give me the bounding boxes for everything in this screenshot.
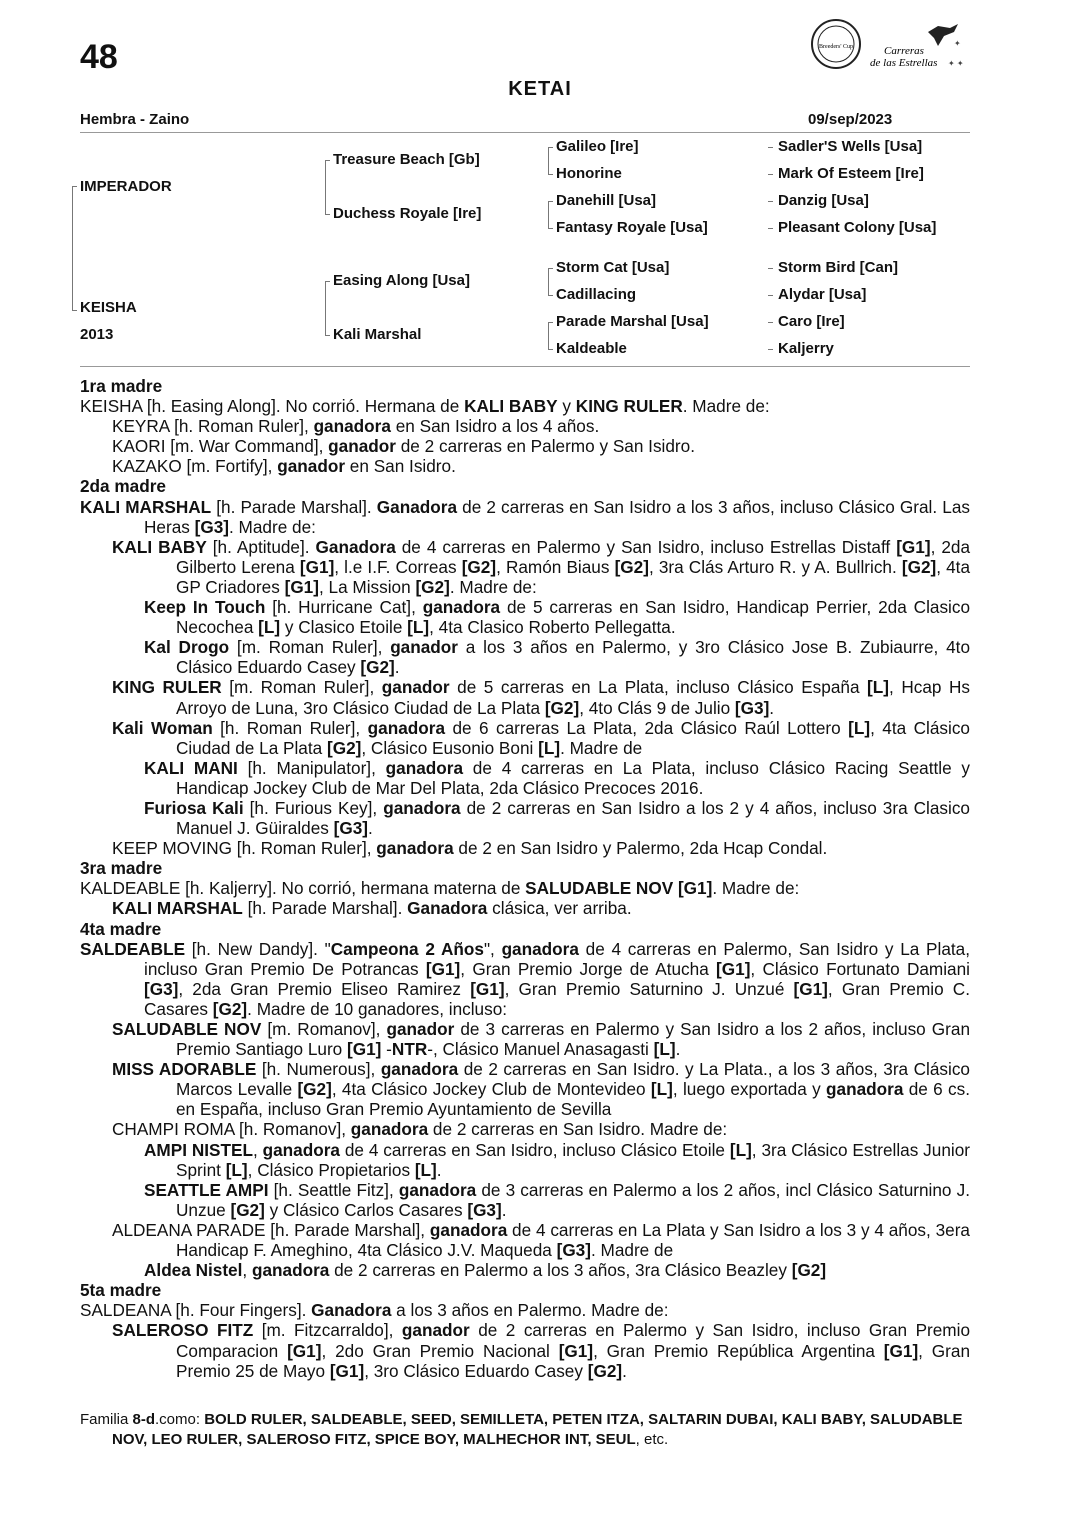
ped-gen2-2: Duchess Royale [Ire] xyxy=(333,205,482,222)
breeders-cup-seal xyxy=(812,20,860,68)
ped-gen4-1: Sadler'S Wells [Usa] xyxy=(778,138,923,155)
ped-gen2-4: Kali Marshal xyxy=(333,326,422,343)
paragraph: KAZAKO [m. Fortify], ganador en San Isidro. xyxy=(112,456,456,477)
paragraph: AMPI NISTEL, ganadora de 4 carreras en San Isidro, incluso Clásico Etoile [L], 3ra Clásico Estrellas Junior Sprint [L], Clásico Propietarios [L]. xyxy=(144,1139,970,1180)
family-footnote: Familia 8-d.como: BOLD RULER, SALDEABLE, SEED, SEMILLETA, PETEN ITZA, SALTARIN DUBAI, KALI BABY, SALUDABLE NOV, LEO RULER, SALEROSO FITZ, SPICE BOY, MALHECHOR INT, SEUL, etc. xyxy=(80,1411,963,1448)
horse-name: KETAI xyxy=(508,78,572,100)
paragraph: Keep In Touch [h. Hurricane Cat], ganadora de 5 carreras en San Isidro, Handicap Perrier, 2da Clasico Necochea [L] y Clasico Etoile [L], 4ta Clasico Roberto Pellegatta. xyxy=(144,597,971,638)
sex-color: Hembra - Zaino xyxy=(80,111,190,128)
paragraph: KEEP MOVING [h. Roman Ruler], ganadora de 2 en San Isidro y Palermo, 2da Hcap Condal. xyxy=(112,838,828,859)
header-rule xyxy=(80,132,970,133)
paragraph: SEATTLE AMPI [h. Seattle Fitz], ganadora de 3 carreras en Palermo a los 2 años, incl Clásico Saturnino J. Unzue [G2] y Clásico Carlos Casares [G3]. xyxy=(144,1179,970,1220)
paragraph: KALI MANI [h. Manipulator], ganadora de 4 carreras en La Plata, incluso Clásico Racing Seattle y Handicap Jockey Club de Mar Del Plata, 2da Clásico Precoces 2016. xyxy=(144,757,971,798)
svg-text:✦ ✦: ✦ ✦ xyxy=(948,59,964,68)
ped-gen4-7: Caro [Ire] xyxy=(778,313,845,330)
ped-gen3-6: Cadillacing xyxy=(556,286,637,303)
ped-gen2-1: Treasure Beach [Gb] xyxy=(333,151,480,168)
ped-gen4-2: Mark Of Esteem [Ire] xyxy=(778,165,924,182)
section-heading: 3ra madre xyxy=(80,858,163,879)
paragraph: Furiosa Kali [h. Furious Key], ganadora de 2 carreras en San Isidro a los 2 y 4 años, incluso 3ra Clasico Manuel J. Güiraldes [G3]. xyxy=(144,797,970,839)
family-body xyxy=(80,376,970,1381)
section-heading: 1ra madre xyxy=(80,376,163,396)
section-heading: 2da madre xyxy=(80,476,166,497)
ped-gen4-4: Pleasant Colony [Usa] xyxy=(778,219,937,236)
ped-gen4-3: Danzig [Usa] xyxy=(778,192,869,209)
estrellas-text: de las Estrellas xyxy=(870,57,938,69)
ped-gen2-3: Easing Along [Usa] xyxy=(333,272,470,289)
paragraph: MISS ADORABLE [h. Numerous], ganadora de 2 carreras en San Isidro. y La Plata., a los 3 años, 3ra Clásico Marcos Levalle [G2], 4ta Clásico Jockey Club de Montevideo [L], luego exportada y ganadora de 6 cs. en España, incluso Gran Premio Ayuntamiento de Sevilla xyxy=(112,1059,970,1120)
paragraph: KALDEABLE [h. Kaljerry]. No corrió, hermana materna de SALUDABLE NOV [G1]. Madre de: xyxy=(80,878,800,899)
paragraph: SALDEANA [h. Four Fingers]. Ganadora a los 3 años en Palermo. Madre de: xyxy=(80,1300,669,1321)
paragraph: ALDEANA PARADE [h. Parade Marshal], ganadora de 4 carreras en La Plata y San Isidro a los 3 y 4 años, 3era Handicap F. Ameghino, 4ta Clásico J.V. Maqueda [G3]. Madre de xyxy=(112,1219,970,1261)
paragraph: KEISHA [h. Easing Along]. No corrió. Hermana de KALI BABY y KING RULER. Madre de: xyxy=(80,396,770,417)
paragraph: KAORI [m. War Command], ganador de 2 carreras en Palermo y San Isidro. xyxy=(112,436,695,457)
carreras-text: Carreras xyxy=(884,45,924,57)
paragraph: Kal Drogo [m. Roman Ruler], ganador a los 3 años en Palermo, y 3ro Clásico Jose B. Zubiaurre, 4to Clásico Eduardo Casey [G2]. xyxy=(144,637,971,678)
paragraph: KALI BABY [h. Aptitude]. Ganadora de 4 carreras en Palermo y San Isidro, incluso Estrellas Distaff [G1], 2da Gilberto Lerena [G1], l.e I.F. Correas [G2], Ramón Biaus [G2], 3ra Clás Arturo R. y A. Bullrich. [G2], 4ta GP Criadores [G1], La Mission [G2]. Madre de: xyxy=(112,536,971,597)
logos xyxy=(808,18,968,74)
ped-gen3-4: Fantasy Royale [Usa] xyxy=(556,219,708,236)
ped-gen4-6: Alydar [Usa] xyxy=(778,286,867,303)
paragraph: KING RULER [m. Roman Ruler], ganador de 5 carreras en La Plata, incluso Clásico España [L], Hcap Hs Arroyo de Luna, 3ro Clásico Ciudad de La Plata [G2], 4to Clás 9 de Julio [G3]. xyxy=(112,677,970,718)
paragraph: SALEROSO FITZ [m. Fitzcarraldo], ganador de 2 carreras en Palermo y San Isidro, incluso Gran Premio Comparacion [G1], 2do Gran Premio Nacional [G1], Gran Premio República Argentina [G1], Gran Premio 25 de Mayo [G1], 3ro Clásico Eduardo Casey [G2]. xyxy=(112,1320,971,1381)
ped-gen3-5: Storm Cat [Usa] xyxy=(556,259,670,276)
ped-gen3-7: Parade Marshal [Usa] xyxy=(556,313,709,330)
section-heading: 5ta madre xyxy=(80,1280,162,1301)
seal-text: Breeders' Cup xyxy=(819,44,853,50)
paragraph: Kali Woman [h. Roman Ruler], ganadora de 6 carreras La Plata, 2da Clásico Raúl Lottero [L], 4ta Clásico Ciudad de La Plata [G2], Clásico Eusonio Boni [L]. Madre de xyxy=(112,717,970,758)
paragraph: Aldea Nistel, ganadora de 2 carreras en Palermo a los 3 años, 3ra Clásico Beazley [G2] xyxy=(144,1260,827,1281)
ped-gen3-2: Honorine xyxy=(556,165,622,182)
dam-year: 2013 xyxy=(80,326,114,343)
paragraph: KALI MARSHAL [h. Parade Marshal]. Ganadora clásica, ver arriba. xyxy=(112,898,632,919)
carreras-logo xyxy=(870,24,964,69)
section-heading: 4ta madre xyxy=(80,918,162,939)
paragraph: KALI MARSHAL [h. Parade Marshal]. Ganadora de 2 carreras en San Isidro a los 3 años, incluso Clásico Gral. Las Heras [G3]. Madre de: xyxy=(80,496,970,537)
pedigree-rule xyxy=(80,366,970,367)
report-date: 09/sep/2023 xyxy=(808,111,893,128)
sire: IMPERADOR xyxy=(80,178,172,195)
ped-gen3-8: Kaldeable xyxy=(556,340,627,357)
page-number: 48 xyxy=(80,38,118,76)
paragraph: CHAMPI ROMA [h. Romanov], ganadora de 2 carreras en San Isidro. Madre de: xyxy=(112,1119,728,1140)
dam: KEISHA xyxy=(80,299,137,316)
ped-gen4-5: Storm Bird [Can] xyxy=(778,259,898,276)
paragraph: KEYRA [h. Roman Ruler], ganadora en San Isidro a los 4 años. xyxy=(112,416,600,437)
paragraph: SALUDABLE NOV [m. Romanov], ganador de 3 carreras en Palermo y San Isidro a los 2 años, incluso Gran Premio Santiago Luro [G1] -NTR-, Clásico Manuel Anasagasti [L]. xyxy=(112,1019,970,1060)
ped-gen4-8: Kaljerry xyxy=(778,340,834,357)
ped-gen3-1: Galileo [Ire] xyxy=(556,138,639,155)
svg-text:✦: ✦ xyxy=(954,39,961,48)
paragraph: SALDEABLE [h. New Dandy]. "Campeona 2 Años", ganadora de 4 carreras en Palermo, San Isidro y La Plata, incluso Gran Premio De Potrancas [G1], Gran Premio Jorge de Atucha [G1], Clásico Fortunato Damiani [G3], 2da Gran Premio Eliseo Ramirez [G1], Gran Premio Saturnino J. Unzué [G1], Gran Premio C. Casares [G2]. Madre de 10 ganadores, incluso: xyxy=(80,938,970,1019)
ped-gen3-3: Danehill [Usa] xyxy=(556,192,657,209)
